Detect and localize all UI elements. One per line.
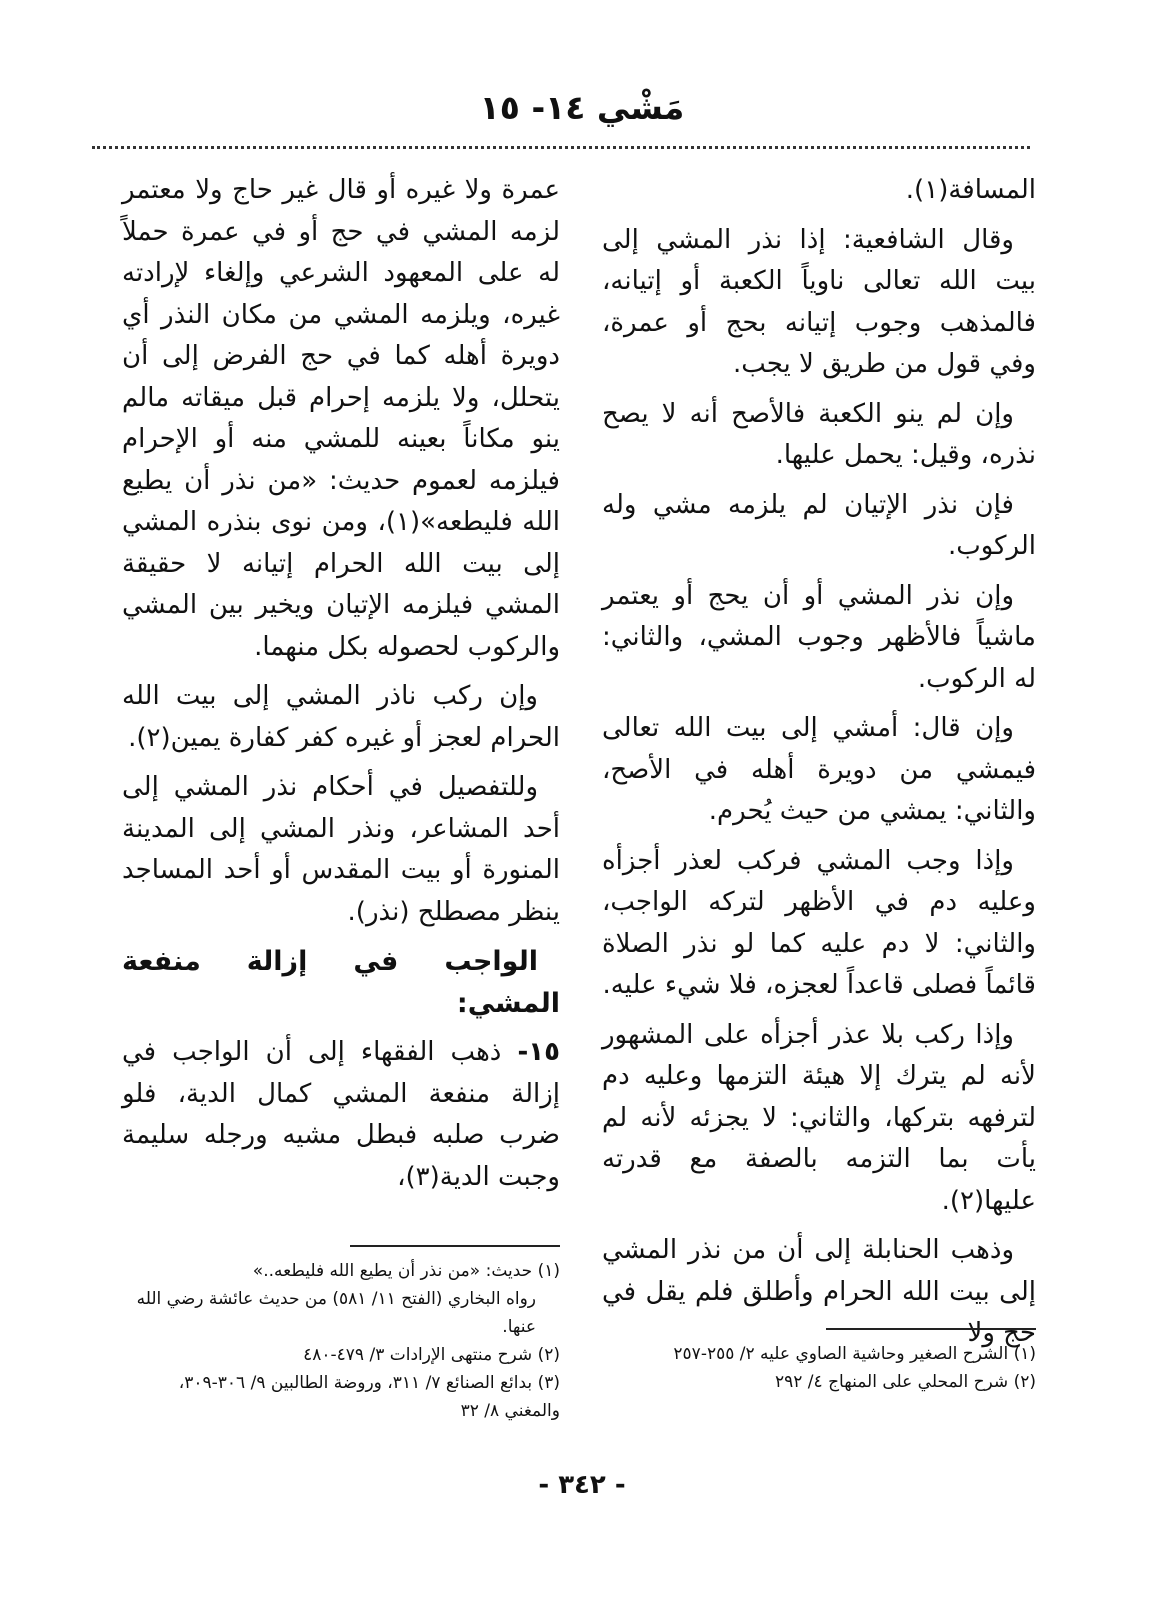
footnote: رواه البخاري (الفتح ١١/ ٥٨١) من حديث عائشة رضي الله عنها. — [136, 1289, 536, 1337]
paragraph: عمرة ولا غيره أو قال غير حاج ولا معتمر لزمه المشي في حج أو في عمرة حملاً له على المعهود الشرعي وإلغاء لإرادته غيره، ويلزمه المشي من مكان النذر أي دويرة أهله كما في حج الفرض إلى أن يتحلل، ولا يلزمه إحرام قبل ميقاته مالم ينو مكاناً بعينه للمشي منه أو الإحرام فيلزمه لعموم حديث: «من نذر أن يطيع الله فليطعه»(١)، ومن نوى بنذره المشي إلى بيت الله الحرام إتيانه لا حقيقة المشي فيلزمه الإتيان ويخير بين المشي والركوب لحصوله بكل منهما. — [122, 175, 560, 662]
paragraph: وإن نذر المشي أو أن يحج أو يعتمر ماشياً فالأظهر وجوب المشي، والثاني: له الركوب. — [602, 580, 1036, 694]
paragraph: وقال الشافعية: إذا نذر المشي إلى بيت الله تعالى ناوياً الكعبة أو إتيانه، فالمذهب وجوب إتيانه بحج أو عمرة، وفي قول من طريق لا يجب. — [602, 224, 1036, 379]
left-footnotes — [122, 1245, 560, 1425]
numbered-paragraph — [122, 1032, 560, 1198]
item-number: ١٥- — [517, 1037, 560, 1067]
header-dotted-divider — [92, 146, 1030, 149]
item-text: ذهب الفقهاء إلى أن الواجب في إزالة منفعة المشي كمال الدية، فلو ضرب صلبه فبطل مشيه ورجله سليمة وجبت الدية(٣)، — [122, 1037, 560, 1192]
right-text-column — [602, 170, 1036, 1363]
section-heading: الواجب في إزالة منفعة المشي: — [122, 946, 560, 1019]
footnote: (٣) بدائع الصنائع ٧/ ٣١١، وروضة الطالبين ٩/ ٣٠٦-٣٠٩، والمغني ٨/ ٣٢ — [178, 1373, 560, 1421]
footnote: (١) حديث: «من نذر أن يطيع الله فليطعه..» — [252, 1261, 560, 1281]
right-footnotes — [602, 1328, 1036, 1396]
paragraph: وذهب الحنابلة إلى أن من نذر المشي إلى بيت الله الحرام وأطلق فلم يقل في حج ولا — [602, 1235, 1036, 1348]
footnote: (٢) شرح المحلي على المنهاج ٤/ ٢٩٢ — [774, 1372, 1036, 1392]
paragraph: وإن لم ينو الكعبة فالأصح أنه لا يصح نذره، وقيل: يحمل عليها. — [602, 398, 1036, 470]
paragraph: وإذا وجب المشي فركب لعذر أجزأه وعليه دم في الأظهر لتركه الواجب، والثاني: لا دم عليه كما لو نذر الصلاة قائماً فصلى قاعداً لعجزه، فلا شيء عليه. — [602, 845, 1036, 1000]
paragraph: وللتفصيل في أحكام نذر المشي إلى أحد المشاعر، ونذر المشي إلى المدينة المنورة أو بيت المقدس أو أحد المساجد ينظر مصطلح (نذر). — [122, 772, 560, 927]
paragraph: فإن نذر الإتيان لم يلزمه مشي وله الركوب. — [602, 489, 1036, 561]
paragraph: وإن قال: أمشي إلى بيت الله تعالى فيمشي من دويرة أهله في الأصح، والثاني: يمشي من حيث يُحرم. — [602, 713, 1036, 826]
footnote: (١) الشرح الصغير وحاشية الصاوي عليه ٢/ ٢٥٥-٢٥٧ — [673, 1344, 1036, 1364]
page-header-title: مَشْي ١٤- ١٥ — [479, 88, 685, 127]
paragraph: المسافة(١). — [905, 175, 1036, 205]
left-text-column — [122, 170, 560, 1206]
paragraph: وإذا ركب بلا عذر أجزأه على المشهور لأنه لم يترك إلا هيئة التزمها وعليه دم لترفهه بتركها، والثاني: لا يجزئه لأنه لم يأت بما التزمه بالصفة مع قدرته عليها(٢). — [602, 1019, 1036, 1216]
paragraph: وإن ركب ناذر المشي إلى بيت الله الحرام لعجز أو غيره كفر كفارة يمين(٢). — [122, 681, 560, 753]
footnote: (٢) شرح منتهى الإرادات ٣/ ٤٧٩-٤٨٠ — [303, 1345, 560, 1365]
page-number: - ٣٤٢ - — [538, 1470, 626, 1500]
footnote-divider — [826, 1328, 1036, 1330]
footnote-divider — [350, 1245, 560, 1247]
